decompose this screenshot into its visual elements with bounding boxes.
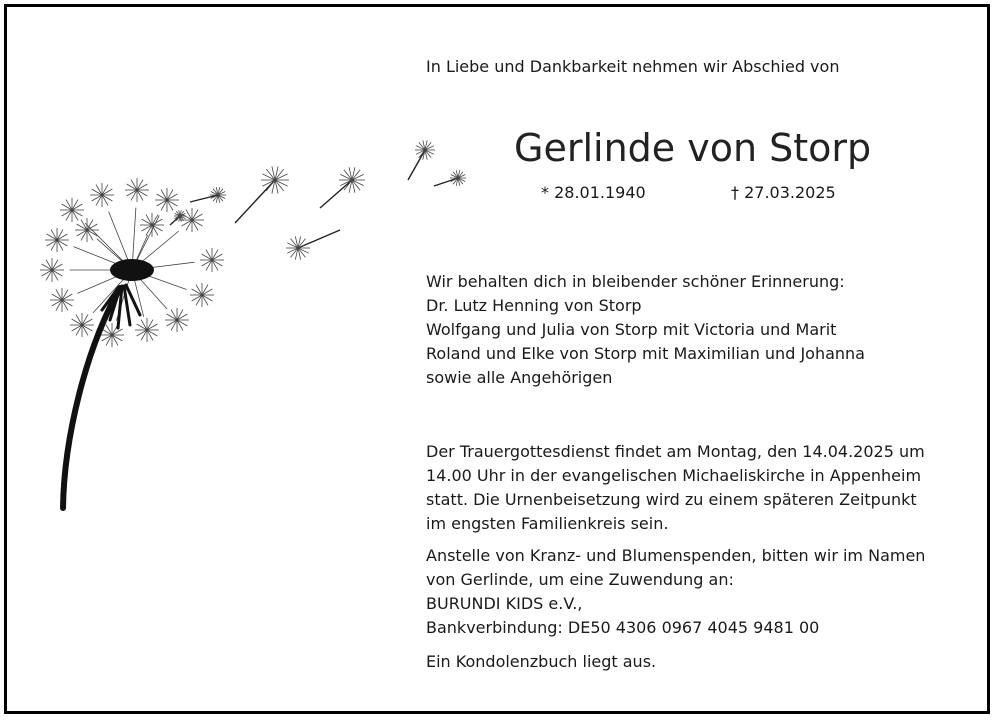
service-line: Der Trauergottesdienst findet am Montag, den 14.04.2025 um bbox=[426, 442, 925, 461]
deceased-name: Gerlinde von Storp bbox=[514, 126, 872, 170]
donation-block bbox=[426, 544, 986, 640]
family-block bbox=[426, 270, 986, 390]
donation-line: Bankverbindung: DE50 4306 0967 4045 9481 00 bbox=[426, 618, 820, 637]
dandelion-illustration bbox=[40, 120, 490, 520]
intro-line: In Liebe und Dankbarkeit nehmen wir Abschied von bbox=[426, 57, 840, 76]
death-date: † 27.03.2025 bbox=[731, 183, 836, 202]
family-line: Roland und Elke von Storp mit Maximilian und Johanna bbox=[426, 344, 865, 363]
family-line: sowie alle Angehörigen bbox=[426, 368, 613, 387]
service-line: statt. Die Urnenbeisetzung wird zu einem späteren Zeitpunkt bbox=[426, 490, 917, 509]
family-line: Wir behalten dich in bleibender schöner Erinnerung: bbox=[426, 272, 845, 291]
donation-line: BURUNDI KIDS e.V., bbox=[426, 594, 583, 613]
donation-line: Anstelle von Kranz- und Blumenspenden, bitten wir im Namen bbox=[426, 546, 926, 565]
service-block bbox=[426, 440, 986, 536]
family-line: Wolfgang und Julia von Storp mit Victoria und Marit bbox=[426, 320, 837, 339]
service-line: im engsten Familienkreis sein. bbox=[426, 514, 669, 533]
family-line: Dr. Lutz Henning von Storp bbox=[426, 296, 642, 315]
birth-date: * 28.01.1940 bbox=[541, 183, 646, 202]
condolence-line: Ein Kondolenzbuch liegt aus. bbox=[426, 652, 657, 671]
donation-line: von Gerlinde, um eine Zuwendung an: bbox=[426, 570, 734, 589]
service-line: 14.00 Uhr in der evangelischen Michaeliskirche in Appenheim bbox=[426, 466, 922, 485]
